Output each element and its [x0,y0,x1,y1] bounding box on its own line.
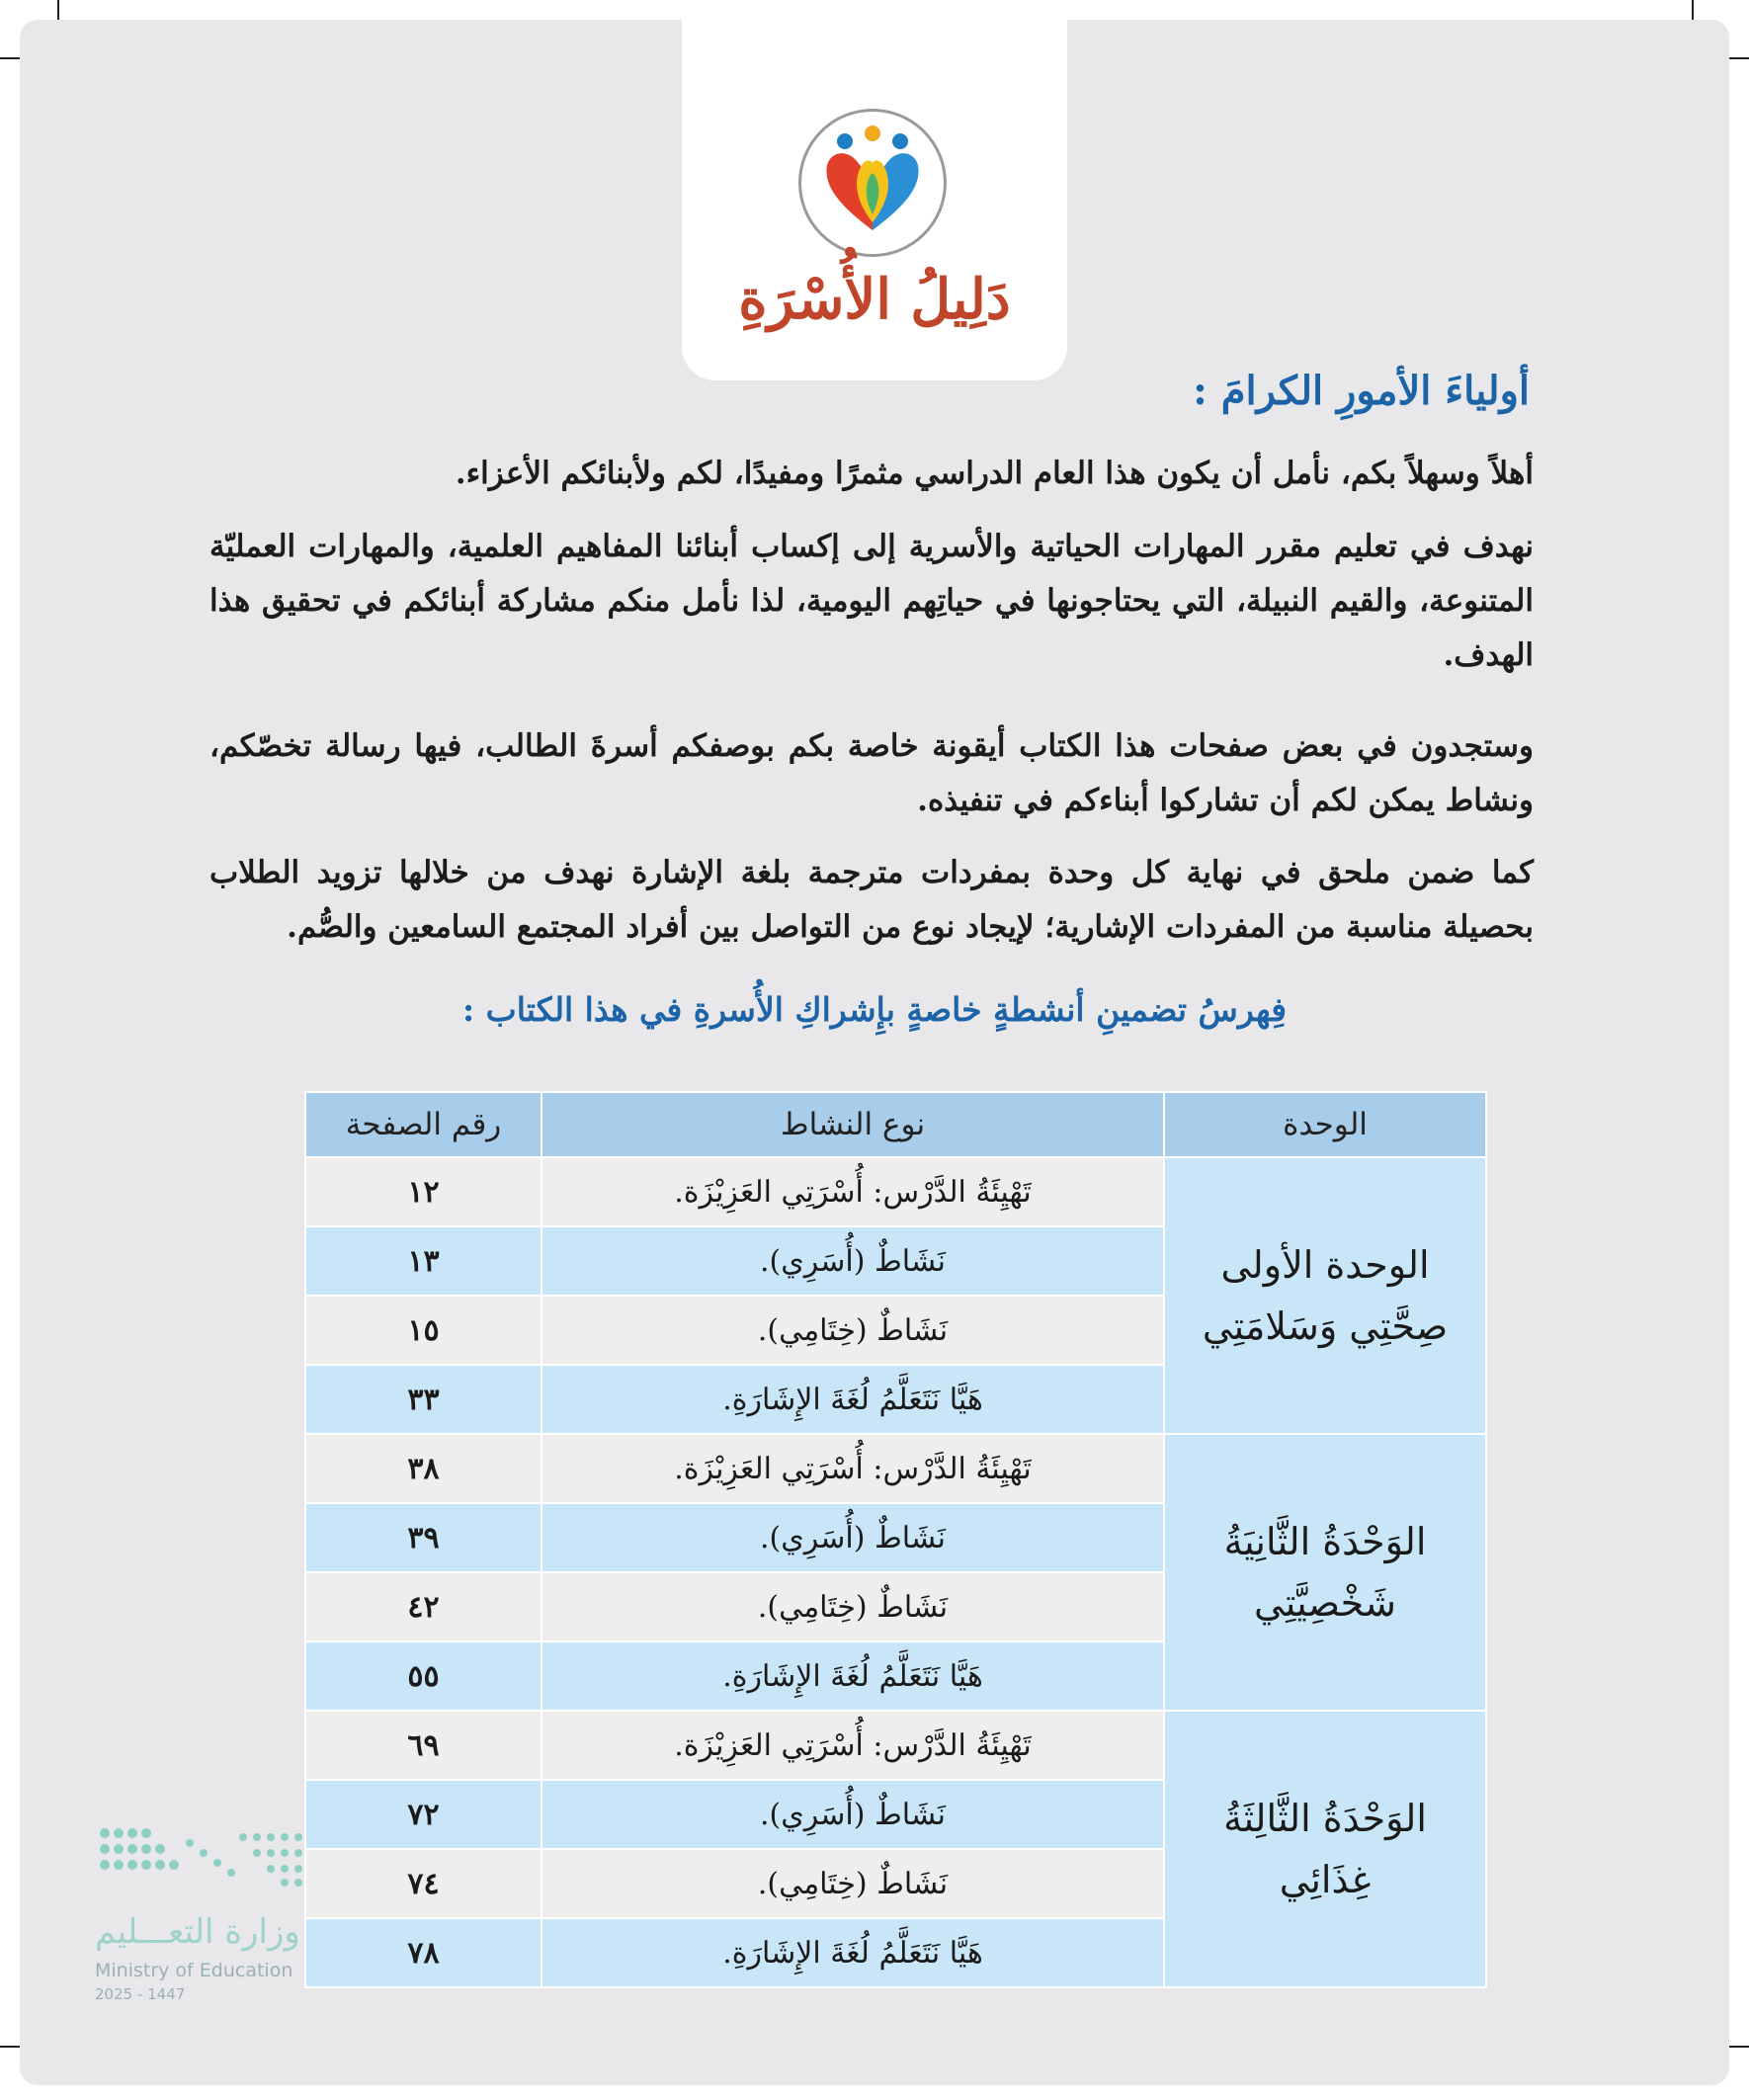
page-number-cell: ١٣ [305,1226,541,1296]
index-heading: فِهرسُ تضمينِ أنشطةٍ خاصةٍ بإِشراكِ الأُسرةِ في هذا الكتاب : [461,990,1288,1029]
table-row [305,1711,1486,1780]
table-header-row [305,1092,1486,1157]
activity-cell: نَشَاطٌ (خِتَامِي). [541,1296,1164,1365]
unit-cell [1164,1434,1486,1711]
activity-cell: نَشَاطٌ (خِتَامِي). [541,1849,1164,1918]
unit-subtitle: غِذَائِي [1279,1858,1372,1901]
activity-cell: تَهْيِئَةُ الدَّرْس: أُسْرَتِي العَزِيْزَة. [541,1711,1164,1780]
activity-cell: نَشَاطٌ (أُسَرِي). [541,1503,1164,1572]
family-activities-index-table [304,1091,1487,1988]
letter-paragraph: أهلاً وسهلاً بكم، نأمل أن يكون هذا العام الدراسي مثمرًا ومفيدًا، لكم ولأبنائكم الأعزاء. [455,456,1534,491]
column-header-unit: الوحدة [1164,1092,1486,1157]
activity-cell: نَشَاطٌ (أُسَرِي). [541,1226,1164,1296]
letter-paragraph: كما ضمن ملحق في نهاية كل وحدة بمفردات مترجمة بلغة الإشارة نهدف من خلالها تزويد الطلاب بحصيلة مناسبة من المفردات الإشارية؛ لإيجاد نوع من التواصل بين أفراد المجتمع السامعين والصُّم. [209,855,1534,945]
activity-cell: نَشَاطٌ (أُسَرِي). [541,1780,1164,1849]
page-number-cell: ٥٥ [305,1641,541,1711]
unit-subtitle: صِحَّتِي وَسَلامَتِي [1202,1304,1449,1348]
page-number-cell: ٣٣ [305,1365,541,1434]
page-number-cell: ٤٢ [305,1572,541,1641]
unit-subtitle: شَخْصِيَّتِي [1254,1581,1396,1625]
ministry-name-english: Ministry of Education [95,1960,293,1981]
edition-year: 2025 - 1447 [95,1985,186,2003]
activity-cell: هَيَّا نَتَعَلَّمُ لُغَةَ الإِشَارَةِ. [541,1365,1164,1434]
unit-title: الوَحْدَةُ الثَّانِيَةُ [1223,1520,1427,1563]
table-row [305,1434,1486,1503]
page-number-cell: ٣٨ [305,1434,541,1503]
page-number-cell: ٧٤ [305,1849,541,1918]
column-header-page: رقم الصفحة [305,1092,541,1157]
family-hearts-icon [798,109,947,257]
table-row [305,1157,1486,1226]
page-number-cell: ٣٩ [305,1503,541,1572]
ministry-logo-dots-icon [95,1823,312,1892]
ministry-name-arabic: وزارة التعـــليم [95,1912,300,1952]
guide-title: دَلِيلُ الأُسْرَةِ [738,267,1011,332]
letter-paragraph: نهدف في تعليم مقرر المهارات الحياتية والأسرية إلى إكساب أبنائنا المفاهيم العلمية، والمهارات العمليّة المتنوعة، والقيم النبيلة، التي يحتاجونها في حياتِهم اليومية، لذا نأمل منكم مشاركة أبنائكم في تحقيق هذا الهدف. [209,529,1534,673]
page-number-cell: ٧٢ [305,1780,541,1849]
unit-cell [1164,1157,1486,1434]
page-number-cell: ١٢ [305,1157,541,1226]
unit-title: الوَحْدَةُ الثَّالِثَةُ [1223,1797,1427,1840]
activity-cell: نَشَاطٌ (خِتَامِي). [541,1572,1164,1641]
activity-cell: تَهْيِئَةُ الدَّرْس: أُسْرَتِي العَزِيْزَة. [541,1157,1164,1226]
page-number-cell: ٦٩ [305,1711,541,1780]
page-number-cell: ١٥ [305,1296,541,1365]
activity-cell: هَيَّا نَتَعَلَّمُ لُغَةَ الإِشَارَةِ. [541,1641,1164,1711]
column-header-activity: نوع النشاط [541,1092,1164,1157]
unit-title: الوحدة الأولى [1220,1243,1430,1287]
page-number-cell: ٧٨ [305,1918,541,1987]
salutation-heading: أولياءَ الأمورِ الكرامَ : [1193,368,1530,414]
letter-paragraph: وستجدون في بعض صفحات هذا الكتاب أيقونة خاصة بكم بوصفكم أسرةَ الطالب، فيها رسالة تخصّكم، ونشاط يمكن لكم أن تشاركوا أبناءكم في تنفيذه. [209,728,1534,818]
activity-cell: تَهْيِئَةُ الدَّرْس: أُسْرَتِي العَزِيْزَة. [541,1434,1164,1503]
activity-cell: هَيَّا نَتَعَلَّمُ لُغَةَ الإِشَارَةِ. [541,1918,1164,1987]
unit-cell [1164,1711,1486,1987]
